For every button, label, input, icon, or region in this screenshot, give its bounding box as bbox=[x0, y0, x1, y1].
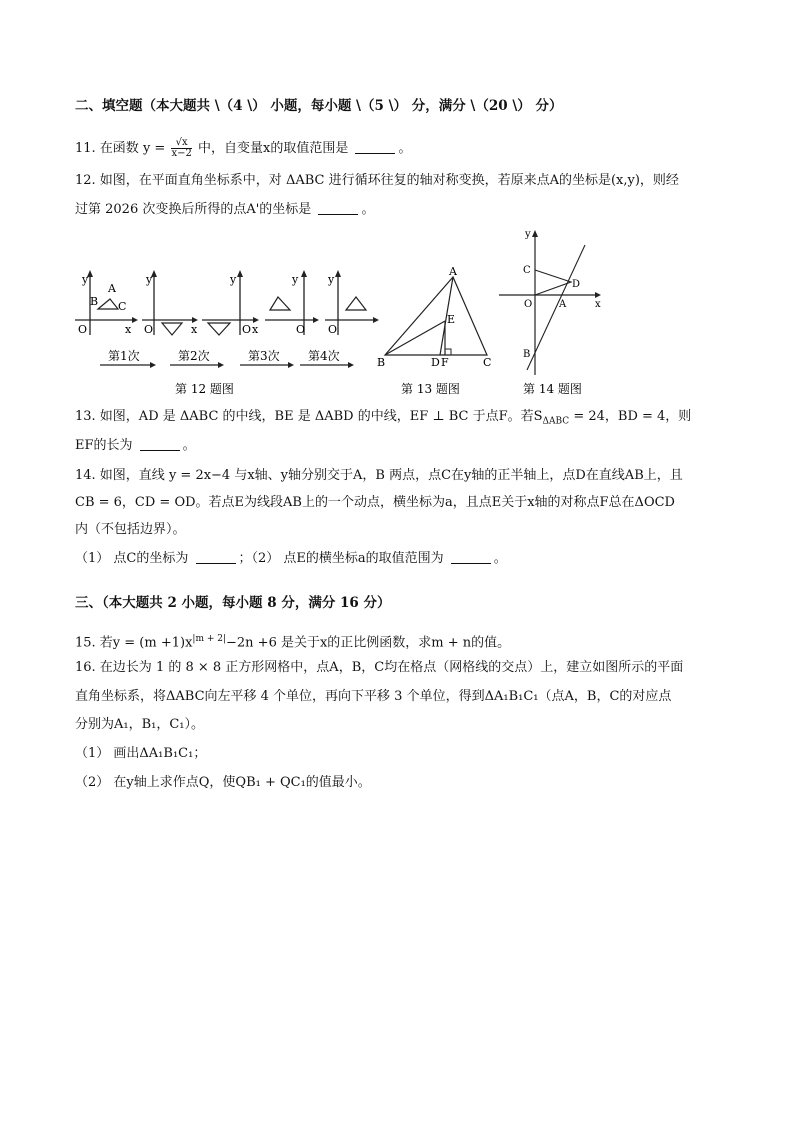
fig12-panel-5 bbox=[325, 270, 379, 336]
fig14-x-label: x bbox=[595, 299, 601, 310]
q13-line-1-b: = 24，BD = 4，则 bbox=[569, 409, 692, 424]
q12-end: 。 bbox=[361, 202, 375, 217]
fig13-label-a: A bbox=[449, 265, 457, 278]
section-2-title: 二、填空题（本大题共 \（4 \） 小题，每小题 \（5 \） 分，满分 \（20 \） 分） bbox=[75, 98, 563, 114]
q16-line-5: （2） 在y轴上求作点Q，使QB₁ + QC₁的值最小。 bbox=[75, 775, 371, 790]
fig12-p4-o: O bbox=[296, 323, 306, 336]
fig14-label-d: D bbox=[572, 279, 581, 290]
step-2-label: 第2次 bbox=[178, 349, 210, 363]
figure-13 bbox=[375, 265, 505, 400]
fig12-step-arrows bbox=[100, 348, 354, 368]
q16-line-4: （1） 画出ΔA₁B₁C₁； bbox=[75, 746, 207, 761]
fig12-p3-x: x bbox=[252, 323, 259, 336]
step-1-label: 第1次 bbox=[108, 349, 140, 363]
q12-line-1: 12. 如图，在平面直角坐标系中，对 ΔABC 进行循环往复的轴对称变换，若原来点A的坐标是(x,y)，则经 bbox=[75, 173, 679, 188]
figure-12 bbox=[70, 265, 380, 400]
question-11 bbox=[75, 138, 411, 159]
question-15 bbox=[75, 630, 510, 652]
fig12-panel-2 bbox=[142, 270, 198, 336]
fig13-label-e: E bbox=[447, 313, 456, 326]
fig13-label-d: D bbox=[431, 356, 440, 369]
q14-answer-blank-1[interactable] bbox=[196, 550, 236, 564]
fig12-p5-o: O bbox=[328, 323, 338, 336]
fig12-panel-3 bbox=[202, 270, 259, 336]
figure-14 bbox=[497, 225, 612, 400]
step-3-label: 第3次 bbox=[248, 349, 280, 363]
fig14-y-label: y bbox=[525, 229, 531, 240]
fig12-origin-label: O bbox=[78, 323, 88, 336]
fig14-label-b: B bbox=[523, 349, 531, 360]
fig12-panel-4 bbox=[265, 270, 319, 336]
q11-end: 。 bbox=[398, 141, 412, 156]
q13-answer-blank[interactable] bbox=[140, 437, 180, 451]
fig12-p3-o: O bbox=[242, 323, 252, 336]
fig12-p2-o: O bbox=[144, 323, 154, 336]
fig14-origin: O bbox=[524, 299, 533, 310]
fig12-p4-y: y bbox=[292, 273, 299, 286]
fig12-p2-y: y bbox=[146, 273, 153, 286]
fig12-label-b: B bbox=[90, 295, 99, 308]
fig14-label-c: C bbox=[523, 265, 531, 276]
fig14-caption: 第 14 题图 bbox=[523, 382, 582, 396]
q11-fraction bbox=[171, 138, 191, 159]
q13-line-2 bbox=[75, 437, 196, 455]
fig12-y-label: y bbox=[82, 273, 89, 286]
fig13-label-f: F bbox=[441, 356, 449, 369]
q16-line-2: 直角坐标系，将ΔABC向左平移 4 个单位，再向下平移 3 个单位，得到ΔA₁B₁C₁（点A，B，C的对应点 bbox=[75, 689, 672, 704]
q15-prefix: 15. 若y = (m +1)x bbox=[75, 635, 193, 651]
q12-line-2 bbox=[75, 201, 374, 219]
section-3-title: 三、（本大题共 2 小题，每小题 8 分，满分 16 分） bbox=[75, 595, 391, 611]
q13-line-1-a: 13. 如图，AD 是 ΔABC 的中线，BE 是 ΔABD 的中线，EF ⊥ BC 于点F。若S bbox=[75, 409, 543, 424]
q11-denominator: x−2 bbox=[171, 148, 192, 159]
fig12-panel-original bbox=[75, 270, 138, 336]
q13-end: 。 bbox=[182, 438, 196, 453]
q12-line-2-text: 过第 2026 次变换后所得的点A'的坐标是 bbox=[75, 202, 312, 217]
q14-part-2: ；（2） 点E的横坐标a的取值范围为 bbox=[238, 551, 444, 566]
fig13-label-b: B bbox=[377, 356, 386, 369]
q14-part-1: （1） 点C的坐标为 bbox=[75, 551, 189, 566]
q13-line-1 bbox=[75, 408, 691, 431]
q14-answer-blank-2[interactable] bbox=[451, 550, 491, 564]
fig14-label-a: A bbox=[559, 299, 567, 310]
q11-prefix: 11. 在函数 y = bbox=[75, 141, 166, 156]
q11-answer-blank[interactable] bbox=[355, 140, 395, 154]
q14-line-2: CB = 6，CD = OD。若点E为线段AB上的一个动点，横坐标为a，且点E关于x轴的对称点F总在ΔOCD bbox=[75, 495, 675, 510]
fig12-x-label: x bbox=[125, 323, 132, 336]
q14-end: 。 bbox=[493, 551, 507, 566]
q16-line-1: 16. 在边长为 1 的 8 × 8 正方形网格中，点A，B，C均在格点（网格线的交点）上，建立如图所示的平面 bbox=[75, 660, 684, 675]
q15-suffix: −2n +6 是关于x的正比例函数，求m + n的值。 bbox=[226, 635, 511, 651]
fig12-caption: 第 12 题图 bbox=[175, 382, 234, 396]
q14-line-4 bbox=[75, 550, 507, 568]
fig13-label-c: C bbox=[483, 356, 492, 369]
q11-suffix: 中，自变量x的取值范围是 bbox=[197, 141, 349, 156]
q13-line-2-text: EF的长为 bbox=[75, 438, 133, 453]
step-4-label: 第4次 bbox=[308, 349, 340, 363]
fig12-p5-y: y bbox=[328, 273, 335, 286]
fig12-label-c: C bbox=[118, 300, 127, 313]
q13-sub: ΔABC bbox=[542, 416, 570, 427]
fig12-p2-x: x bbox=[191, 323, 198, 336]
q11-numerator: √x bbox=[171, 138, 191, 149]
fig12-p3-y: y bbox=[230, 273, 237, 286]
fig13-caption: 第 13 题图 bbox=[401, 382, 460, 396]
q12-answer-blank[interactable] bbox=[318, 201, 358, 215]
q16-line-3: 分别为A₁，B₁，C₁）。 bbox=[75, 717, 205, 732]
fig12-label-a: A bbox=[108, 282, 116, 295]
q15-exponent: |m + 2| bbox=[192, 634, 227, 644]
q14-line-1: 14. 如图，直线 y = 2x−4 与x轴、y轴分别交于A，B 两点，点C在y轴的正半轴上，点D在直线AB上，且 bbox=[75, 468, 683, 483]
q14-line-3: 内（不包括边界）。 bbox=[75, 522, 186, 537]
